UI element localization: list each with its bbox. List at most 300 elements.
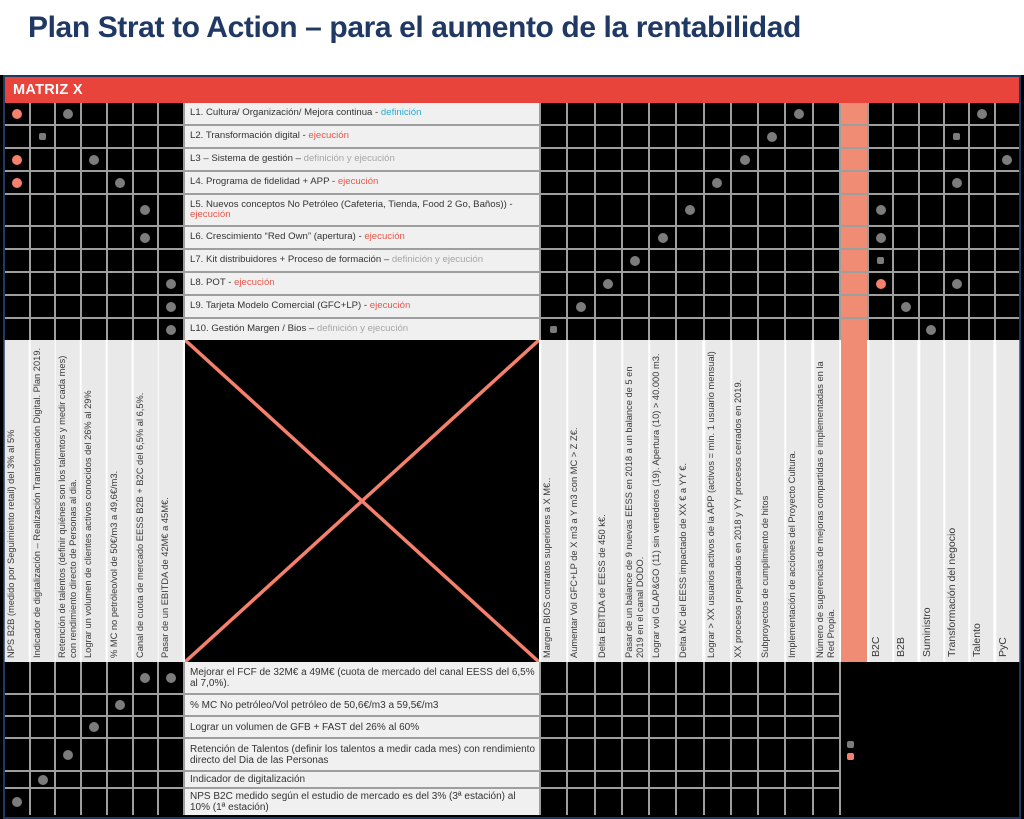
grid-cell — [568, 126, 593, 147]
grid-cell — [814, 103, 839, 124]
grid-cell — [732, 273, 757, 294]
grid-cell — [677, 227, 702, 248]
grid-cell — [786, 195, 811, 225]
grid-cell — [869, 273, 892, 294]
grid-cell — [677, 695, 702, 715]
grid-cell — [541, 273, 566, 294]
x-cross-icon — [185, 340, 539, 662]
band-strategy — [5, 103, 1019, 340]
grid-cell — [596, 227, 621, 248]
grid-cell — [623, 149, 648, 170]
grid-cell — [677, 149, 702, 170]
grid-cell — [786, 789, 811, 815]
grid-cell — [134, 789, 158, 815]
grid-cell — [732, 126, 757, 147]
grid-cell — [814, 296, 839, 317]
grid-cell — [945, 250, 968, 271]
kpi-column-label: Implementación de acciones del Proyecto Cultura. — [786, 340, 811, 662]
grid-cell — [894, 195, 917, 225]
grid-cell — [945, 172, 968, 193]
grid-cell — [920, 273, 943, 294]
grid-cell — [108, 195, 132, 225]
grid-cell — [894, 172, 917, 193]
relation-dot — [876, 279, 886, 289]
grid-cell — [650, 789, 675, 815]
grid-cell — [596, 250, 621, 271]
relation-dot — [140, 673, 150, 683]
band-goals — [5, 662, 1019, 815]
grid-cell — [541, 126, 566, 147]
goal-column-label: NPS B2B (medido por Seguimiento retail) del 3% al 5% — [5, 340, 29, 662]
grid-cell — [56, 250, 80, 271]
grid-cell — [894, 227, 917, 248]
kpi-column-label: Lograr vol GLAP&GO (11) sin vertederos (19). Apertura (10) > 40.000 m3. — [650, 340, 675, 662]
bottom-goal-label: Lograr un volumen de GFB + FAST del 26% al 60% — [185, 717, 539, 737]
quadrant-top-kpi — [541, 103, 839, 340]
grid-cell — [732, 250, 757, 271]
grid-cell — [650, 739, 675, 770]
grid-cell — [134, 195, 158, 225]
grid-cell — [82, 662, 106, 693]
grid-cell — [108, 296, 132, 317]
grid-cell — [31, 149, 55, 170]
relation-dot — [952, 178, 962, 188]
grid-cell — [945, 319, 968, 340]
grid-cell — [814, 172, 839, 193]
grid-cell — [814, 227, 839, 248]
grid-cell — [31, 227, 55, 248]
relation-dot — [877, 257, 884, 264]
grid-cell — [786, 149, 811, 170]
relation-dot — [12, 178, 22, 188]
grid-cell — [996, 273, 1019, 294]
grid-cell — [82, 296, 106, 317]
relation-dot — [550, 326, 557, 333]
grid-cell — [759, 172, 784, 193]
bottom-goal-label: Mejorar el FCF de 32M€ a 49M€ (cuota de mercado del canal EESS del 6,5% al 7,0%). — [185, 662, 539, 693]
grid-cell — [623, 662, 648, 693]
relation-dot — [794, 109, 804, 119]
grid-cell — [650, 717, 675, 737]
grid-cell — [5, 273, 29, 294]
relation-dot — [12, 797, 22, 807]
grid-cell — [920, 149, 943, 170]
relation-dot — [166, 279, 176, 289]
page-title: Plan Strat to Action – para el aumento de la rentabilidad — [28, 11, 801, 44]
department-column-label: Suministro — [920, 340, 943, 662]
grid-cell — [759, 789, 784, 815]
strategy-row-label: L9. Tarjeta Modelo Comercial (GFC+LP) - ejecución — [185, 296, 539, 317]
grid-cell — [5, 296, 29, 317]
grid-cell — [970, 195, 993, 225]
grid-cell — [759, 772, 784, 787]
grid-cell — [623, 717, 648, 737]
left-goal-columns — [5, 340, 183, 662]
grid-cell — [541, 695, 566, 715]
grid-cell — [814, 717, 839, 737]
grid-cell — [732, 789, 757, 815]
grid-cell — [82, 319, 106, 340]
grid-cell — [970, 149, 993, 170]
relation-dot — [876, 233, 886, 243]
grid-cell — [596, 103, 621, 124]
grid-cell — [108, 662, 132, 693]
grid-cell — [568, 662, 593, 693]
strategy-row-label: L5. Nuevos conceptos No Petróleo (Cafeteria, Tienda, Food 2 Go, Baños)) - ejecución — [185, 195, 539, 225]
grid-cell — [786, 273, 811, 294]
grid-cell — [814, 789, 839, 815]
grid-cell — [677, 195, 702, 225]
grid-cell — [786, 695, 811, 715]
bottom-goal-labels — [185, 662, 539, 815]
grid-cell — [541, 227, 566, 248]
grid-cell — [650, 195, 675, 225]
grid-cell — [945, 296, 968, 317]
grid-cell — [786, 103, 811, 124]
relation-dot — [63, 750, 73, 760]
relation-dot — [847, 741, 854, 748]
grid-cell — [623, 695, 648, 715]
grid-cell — [596, 662, 621, 693]
grid-cell — [596, 789, 621, 815]
grid-cell — [920, 126, 943, 147]
kpi-column-label: Margen BIOS contratos superiores a X M€.. — [541, 340, 566, 662]
goal-column-label: Indicador de digitalización – Realización Transformación Digital. Plan 2019. — [31, 340, 55, 662]
grid-cell — [786, 172, 811, 193]
grid-cell — [786, 662, 811, 693]
grid-cell — [82, 126, 106, 147]
grid-cell — [841, 273, 867, 294]
grid-cell — [759, 319, 784, 340]
grid-cell — [596, 296, 621, 317]
grid-cell — [623, 195, 648, 225]
matrix-header-label: MATRIZ X — [13, 82, 83, 98]
grid-cell — [705, 662, 730, 693]
grid-cell — [814, 195, 839, 225]
grid-cell — [705, 126, 730, 147]
grid-cell — [759, 739, 784, 770]
grid-cell — [541, 250, 566, 271]
grid-cell — [56, 695, 80, 715]
grid-cell — [996, 296, 1019, 317]
grid-cell — [814, 126, 839, 147]
grid-cell — [134, 149, 158, 170]
status-label: ejecución — [337, 176, 379, 188]
grid-cell — [894, 319, 917, 340]
grid-cell — [568, 172, 593, 193]
grid-cell — [56, 739, 80, 770]
status-label: ejecución — [369, 300, 411, 312]
grid-cell — [541, 103, 566, 124]
grid-cell — [108, 319, 132, 340]
grid-cell — [31, 250, 55, 271]
grid-cell — [705, 273, 730, 294]
grid-cell — [786, 717, 811, 737]
grid-cell — [732, 319, 757, 340]
grid-cell — [108, 772, 132, 787]
grid-cell — [108, 126, 132, 147]
grid-cell — [5, 695, 29, 715]
grid-cell — [134, 172, 158, 193]
kpi-column-label: Pasar de un balance de 9 nuevas EESS en 2018 a un balance de 5 en 2019 en el canal DODO. — [623, 340, 648, 662]
kpi-column-label: Subproyectos de cumplimiento de hitos — [759, 340, 784, 662]
grid-cell — [159, 126, 183, 147]
grid-cell — [970, 319, 993, 340]
grid-cell — [970, 103, 993, 124]
relation-dot — [926, 325, 936, 335]
relation-dot — [39, 133, 46, 140]
grid-cell — [894, 250, 917, 271]
grid-cell — [541, 739, 566, 770]
goal-column-label: Pasar de un EBITDA de 42M€ a 45M€. — [159, 340, 183, 662]
grid-cell — [5, 250, 29, 271]
grid-cell — [159, 172, 183, 193]
department-column-label: Transformación del negocio — [945, 340, 968, 662]
grid-cell — [869, 319, 892, 340]
relation-dot — [166, 673, 176, 683]
grid-cell — [159, 250, 183, 271]
grid-cell — [841, 319, 867, 340]
grid-cell — [732, 296, 757, 317]
relation-dot — [12, 155, 22, 165]
department-column-label: B2B — [894, 340, 917, 662]
grid-cell — [568, 789, 593, 815]
grid-cell — [159, 149, 183, 170]
grid-cell — [541, 149, 566, 170]
grid-cell — [31, 103, 55, 124]
relation-dot — [38, 775, 48, 785]
grid-cell — [568, 695, 593, 715]
grid-cell — [56, 717, 80, 737]
salmon-column — [841, 103, 867, 340]
grid-cell — [869, 126, 892, 147]
grid-cell — [108, 717, 132, 737]
grid-cell — [869, 172, 892, 193]
grid-cell — [814, 662, 839, 693]
grid-cell — [568, 250, 593, 271]
grid-cell — [732, 772, 757, 787]
relation-dot — [603, 279, 613, 289]
grid-cell — [705, 172, 730, 193]
kpi-column-label: Aumentar Vol GFC+LP de X m3 a Y m3 con MC > Z Z€. — [568, 340, 593, 662]
grid-cell — [541, 772, 566, 787]
grid-cell — [677, 789, 702, 815]
grid-cell — [31, 195, 55, 225]
grid-cell — [134, 717, 158, 737]
grid-cell — [759, 227, 784, 248]
grid-cell — [945, 195, 968, 225]
bottom-goal-label: % MC No petróleo/Vol petróleo de 50,6€/m3 a 59,5€/m3 — [185, 695, 539, 715]
grid-cell — [623, 273, 648, 294]
relation-dot — [115, 700, 125, 710]
grid-cell — [996, 103, 1019, 124]
grid-cell — [5, 739, 29, 770]
grid-cell — [596, 195, 621, 225]
bottom-goal-label: NPS B2C medido según el estudio de mercado es del 3% (3ª estación) al 10% (1ª estación) — [185, 789, 539, 815]
goal-column-label: Canal de cuota de mercado EESS B2B + B2C del 6,5% al 6,5%. — [134, 340, 158, 662]
grid-cell — [568, 195, 593, 225]
grid-cell — [568, 103, 593, 124]
strategy-row-label: L3 – Sistema de gestión – definición y ejecución — [185, 149, 539, 170]
quadrant-top-dept — [869, 103, 1019, 340]
grid-cell — [894, 149, 917, 170]
grid-cell — [623, 172, 648, 193]
grid-cell — [5, 319, 29, 340]
goal-column-label: Lograr un volumen de clientes activos conocidos del 26% al 29% — [82, 340, 106, 662]
grid-cell — [705, 319, 730, 340]
grid-cell — [56, 103, 80, 124]
grid-cell — [31, 717, 55, 737]
grid-cell — [705, 250, 730, 271]
grid-cell — [841, 227, 867, 248]
grid-cell — [869, 296, 892, 317]
grid-cell — [945, 227, 968, 248]
bottom-goal-label: Retención de Talentos (definir los talentos a medir cada mes) con rendimiento directo del Dia de las Personas — [185, 739, 539, 770]
grid-cell — [677, 273, 702, 294]
relation-dot — [1002, 155, 1012, 165]
grid-cell — [159, 739, 183, 770]
grid-cell — [82, 772, 106, 787]
grid-cell — [677, 662, 702, 693]
grid-cell — [705, 695, 730, 715]
grid-cell — [82, 227, 106, 248]
grid-cell — [108, 739, 132, 770]
grid-cell — [650, 172, 675, 193]
grid-cell — [996, 195, 1019, 225]
grid-cell — [705, 195, 730, 225]
grid-cell — [786, 227, 811, 248]
grid-cell — [596, 717, 621, 737]
relation-dot — [140, 233, 150, 243]
quadrant-bottom-kpi — [541, 662, 839, 815]
grid-cell — [82, 103, 106, 124]
grid-cell — [159, 319, 183, 340]
status-label: ejecución — [190, 209, 231, 220]
grid-cell — [650, 250, 675, 271]
grid-cell — [650, 319, 675, 340]
grid-cell — [596, 695, 621, 715]
grid-cell — [134, 739, 158, 770]
relation-dot — [140, 205, 150, 215]
grid-cell — [759, 717, 784, 737]
grid-cell — [732, 662, 757, 693]
grid-cell — [996, 250, 1019, 271]
grid-cell — [108, 695, 132, 715]
grid-cell — [786, 126, 811, 147]
grid-cell — [814, 149, 839, 170]
relation-dot — [712, 178, 722, 188]
kpi-columns — [541, 340, 839, 662]
grid-cell — [759, 103, 784, 124]
grid-cell — [541, 717, 566, 737]
grid-cell — [650, 772, 675, 787]
grid-cell — [920, 227, 943, 248]
grid-cell — [5, 717, 29, 737]
grid-cell — [134, 695, 158, 715]
grid-cell — [970, 126, 993, 147]
grid-cell — [894, 126, 917, 147]
grid-cell — [814, 772, 839, 787]
strategy-row-label: L4. Programa de fidelidad + APP - ejecución — [185, 172, 539, 193]
grid-cell — [159, 772, 183, 787]
grid-cell — [82, 149, 106, 170]
grid-cell — [650, 227, 675, 248]
grid-cell — [108, 227, 132, 248]
grid-cell — [56, 149, 80, 170]
strategy-row-label: L1. Cultura/ Organización/ Mejora continua - definición — [185, 103, 539, 124]
grid-cell — [5, 772, 29, 787]
grid-cell — [108, 149, 132, 170]
grid-cell — [5, 126, 29, 147]
grid-cell — [841, 195, 867, 225]
grid-cell — [596, 172, 621, 193]
grid-cell — [82, 739, 106, 770]
grid-cell — [5, 149, 29, 170]
grid-cell — [705, 227, 730, 248]
grid-cell — [596, 319, 621, 340]
grid-cell — [677, 739, 702, 770]
grid-cell — [82, 789, 106, 815]
relation-dot — [166, 302, 176, 312]
grid-cell — [970, 273, 993, 294]
grid-cell — [31, 739, 55, 770]
grid-cell — [732, 227, 757, 248]
grid-cell — [759, 695, 784, 715]
grid-cell — [894, 296, 917, 317]
grid-cell — [5, 103, 29, 124]
grid-cell — [996, 172, 1019, 193]
grid-cell — [56, 772, 80, 787]
grid-cell — [108, 103, 132, 124]
grid-cell — [56, 195, 80, 225]
salmon-strip — [841, 340, 867, 662]
strategy-row-label: L2. Transformación digital - ejecución — [185, 126, 539, 147]
grid-cell — [159, 227, 183, 248]
grid-cell — [108, 789, 132, 815]
grid-cell — [82, 717, 106, 737]
grid-cell — [623, 103, 648, 124]
grid-cell — [596, 739, 621, 770]
relation-dot — [685, 205, 695, 215]
grid-cell — [108, 172, 132, 193]
grid-cell — [894, 103, 917, 124]
grid-cell — [650, 149, 675, 170]
grid-cell — [568, 227, 593, 248]
grid-cell — [945, 103, 968, 124]
grid-cell — [568, 273, 593, 294]
grid-cell — [5, 195, 29, 225]
grid-cell — [970, 250, 993, 271]
grid-cell — [814, 250, 839, 271]
grid-cell — [56, 126, 80, 147]
grid-cell — [732, 149, 757, 170]
grid-cell — [677, 250, 702, 271]
grid-cell — [759, 250, 784, 271]
grid-cell — [786, 296, 811, 317]
grid-cell — [814, 739, 839, 770]
grid-cell — [134, 103, 158, 124]
grid-cell — [732, 717, 757, 737]
grid-cell — [623, 227, 648, 248]
grid-cell — [650, 126, 675, 147]
grid-cell — [759, 662, 784, 693]
strategy-row-label: L6. Crescimiento “Red Own” (apertura) - ejecución — [185, 227, 539, 248]
grid-cell — [5, 227, 29, 248]
grid-cell — [31, 789, 55, 815]
grid-cell — [759, 273, 784, 294]
relation-dot — [166, 325, 176, 335]
grid-cell — [5, 172, 29, 193]
